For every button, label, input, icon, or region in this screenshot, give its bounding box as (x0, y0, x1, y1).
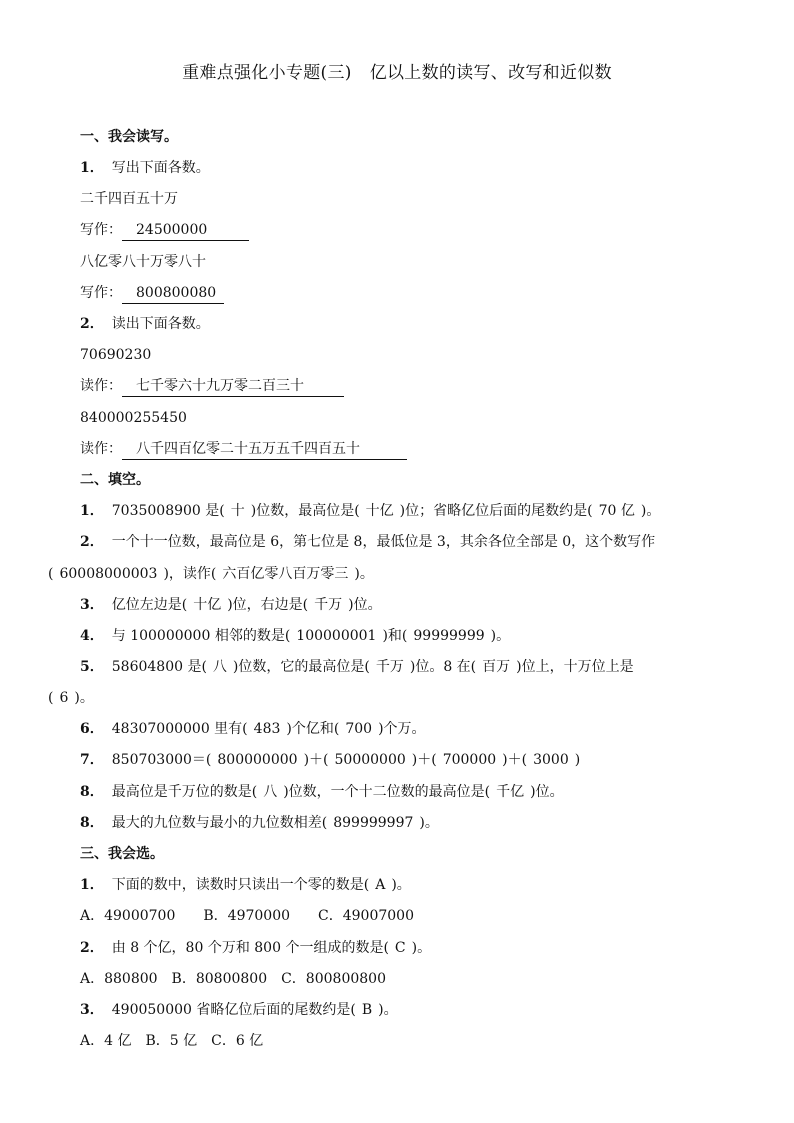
page-title (0, 58, 794, 83)
s3-q3 (80, 1001, 398, 1019)
s1-q1-b-answer-line (80, 284, 224, 304)
s1-q2-b-answer-line (80, 440, 407, 460)
question-text: )位，右边是( (227, 597, 309, 613)
question-text: 58604800 是( (111, 659, 207, 675)
question-text: ) (574, 752, 581, 768)
question-text: 最大的九位数与最小的九位数相差( (111, 815, 328, 831)
answer: 3000 (533, 752, 569, 768)
question-text: 亿位左边是( (111, 597, 188, 613)
question-number: 5． (80, 659, 104, 675)
s2-q5-line1 (80, 658, 634, 676)
answer: 十亿 (193, 597, 222, 613)
question-text: 与 100000000 相邻的数是( (111, 628, 291, 644)
s1-q1-prompt (80, 159, 210, 177)
s1-q1-a-answer-line (80, 221, 249, 241)
s3-q2-options: A．880800 B．80800800 C．800800800 (80, 971, 386, 987)
answer: B (361, 1002, 373, 1018)
answer: 十 (230, 503, 245, 519)
question-text: 读出下面各数。 (111, 316, 210, 332)
question-number: 1． (80, 877, 104, 893)
answer: 千亿 (496, 784, 525, 800)
s1-q2-b-text: 840000255450 (80, 410, 187, 426)
s1-q2-prompt (80, 315, 210, 333)
title-main: 重难点强化小专题(三) (182, 63, 352, 83)
s3-q1-options: A．49000700 B．4970000 C．49007000 (80, 908, 414, 924)
answer: 700000 (442, 752, 497, 768)
answer: 899999997 (333, 815, 414, 831)
answer-label: 写作： (80, 285, 122, 301)
s2-q5-line2 (48, 689, 94, 707)
question-text: )位数，它的最高位是( (232, 659, 370, 675)
answer-label: 读作： (80, 378, 122, 394)
question-text: )＋( (303, 752, 329, 768)
question-text: )。 (640, 503, 661, 519)
section-1-heading: 一、我会读写。 (80, 129, 178, 145)
question-number: 2． (80, 940, 104, 956)
answer: 700 (345, 721, 373, 737)
answer-label: 读作： (80, 441, 122, 457)
question-text: )位上，十万位上是 (516, 659, 634, 675)
question-text: )位。8 在( (409, 659, 477, 675)
question-text: )个万。 (378, 721, 426, 737)
question-text: )。 (419, 815, 439, 831)
section-3-heading: 三、我会选。 (80, 846, 164, 862)
question-text: )＋( (411, 752, 437, 768)
answer: 483 (253, 721, 281, 737)
answer: C (394, 940, 406, 956)
question-text: 490050000 省略亿位后面的尾数约是( (111, 1002, 356, 1018)
question-text: 7035008900 是( (111, 503, 225, 519)
answer: 6 (59, 690, 69, 706)
question-text: )个亿和( (286, 721, 340, 737)
answer: 800000000 (217, 752, 298, 768)
answer: 千万 (375, 659, 404, 675)
question-number: 3． (80, 597, 104, 613)
question-text: 下面的数中，读数时只读出一个零的数是( (111, 877, 370, 893)
s2-q2-line2 (48, 565, 374, 583)
answer-label: 写作： (80, 222, 122, 238)
question-text: )。 (411, 940, 432, 956)
answer: 百万 (482, 659, 511, 675)
answer: 60008000003 (59, 566, 158, 582)
question-number: 2． (80, 316, 104, 332)
s1-q1-b-text: 八亿零八十万零八十 (80, 254, 206, 270)
s2-q4 (80, 627, 510, 645)
question-number: 8． (80, 784, 104, 800)
s2-q6 (80, 720, 426, 738)
question-text: 850703000＝( (111, 752, 212, 768)
answer: 100000001 (296, 628, 377, 644)
question-text: )。 (391, 877, 411, 893)
question-text: )位；省略亿位后面的尾数约是( (399, 503, 593, 519)
question-text: ( (48, 566, 54, 582)
question-number: 8． (80, 815, 104, 831)
answer: 八 (212, 659, 227, 675)
answer-blank: 八千四百亿零二十五万五千四百五十 (122, 440, 407, 460)
section-2-heading: 二、填空。 (80, 472, 150, 488)
answer: 99999999 (413, 628, 485, 644)
answer: 70 亿 (598, 503, 635, 519)
question-text: ( (48, 690, 54, 706)
question-number: 1． (80, 503, 104, 519)
s2-q9 (80, 814, 439, 832)
question-text: )和( (382, 628, 408, 644)
answer-blank: 24500000 (122, 221, 249, 241)
s2-q1 (80, 502, 660, 520)
question-text: 最高位是千万位的数是( (111, 784, 258, 800)
question-text: 48307000000 里有( (111, 721, 248, 737)
s1-q2-a-text: 70690230 (80, 347, 152, 363)
question-number: 6． (80, 721, 104, 737)
answer-blank: 800800080 (122, 284, 224, 304)
answer: A (375, 877, 386, 893)
question-text: )＋( (502, 752, 528, 768)
s2-q8 (80, 783, 564, 801)
question-text: 一个十一位数，最高位是 6，第七位是 8，最低位是 3，其余各位全部是 0，这个数写作 (111, 534, 656, 550)
question-text: )，读作( (163, 566, 217, 582)
question-text: )位。 (348, 597, 382, 613)
answer: 十亿 (365, 503, 394, 519)
question-number: 7． (80, 752, 104, 768)
question-number: 4． (80, 628, 104, 644)
question-text: )。 (74, 690, 94, 706)
s1-q2-a-answer-line (80, 377, 344, 397)
answer: 六百亿零八百万零三 (222, 566, 349, 582)
title-sub: 亿以上数的读写、改写和近似数 (369, 63, 612, 83)
s2-q7 (80, 751, 580, 769)
question-text: )位数，最高位是( (250, 503, 360, 519)
answer: 50000000 (334, 752, 406, 768)
question-text: 由 8 个亿，80 个万和 800 个一组成的数是( (111, 940, 389, 956)
question-number: 1． (80, 160, 104, 176)
s1-q1-a-text: 二千四百五十万 (80, 191, 178, 207)
answer: 八 (263, 784, 278, 800)
question-number: 3． (80, 1002, 104, 1018)
question-text: 写出下面各数。 (111, 160, 210, 176)
question-text: )位。 (530, 784, 564, 800)
question-text: )位数，一个十二位数的最高位是( (283, 784, 491, 800)
answer-blank: 七千零六十九万零二百三十 (122, 377, 344, 397)
question-text: )。 (354, 566, 374, 582)
question-number: 2． (80, 534, 104, 550)
question-text: )。 (490, 628, 511, 644)
s3-q1 (80, 876, 411, 894)
s2-q3 (80, 596, 382, 614)
answer: 千万 (314, 597, 343, 613)
s2-q2-line1 (80, 533, 655, 551)
question-text: )。 (378, 1002, 398, 1018)
s3-q3-options: A．4 亿 B．5 亿 C．6 亿 (80, 1033, 264, 1049)
s3-q2 (80, 939, 431, 957)
